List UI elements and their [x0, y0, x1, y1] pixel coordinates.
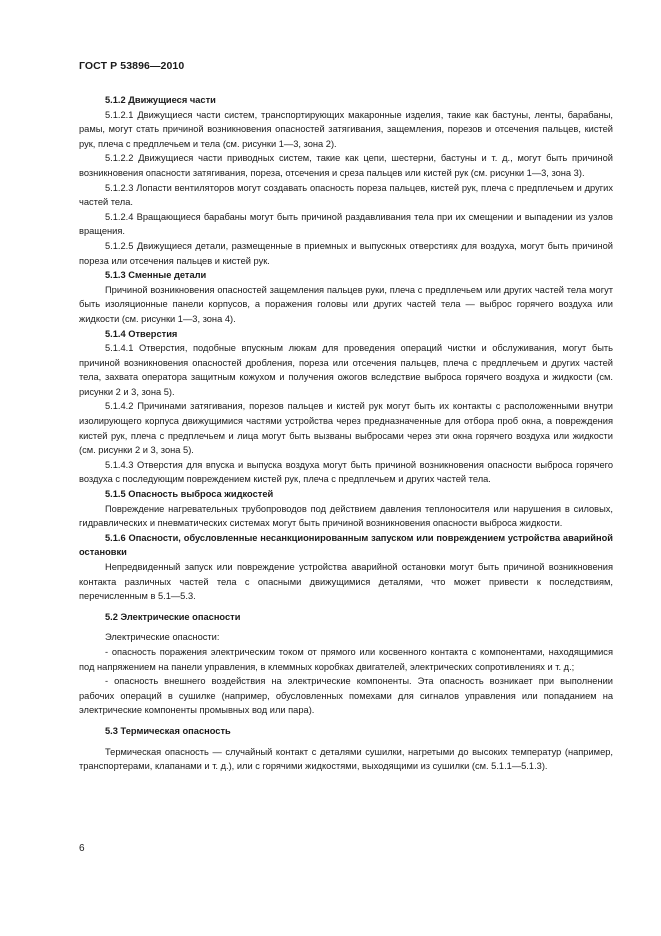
body-paragraph: 5.1.2.2 Движущиеся части приводных систем, такие как цепи, шестерни, бастуны и т. д., могут быть причиной возникновения опасности затягивания, пореза, отсечения и среза пальцев или кистей рук (см. рисунки 1—3, зона 3).	[79, 153, 613, 178]
section-heading: 5.1.4 Отверстия	[105, 328, 178, 339]
document-body	[79, 93, 613, 774]
body-paragraph: 5.1.2.1 Движущиеся части систем, транспортирующих макаронные изделия, такие как бастуны, ленты, барабаны, рамы, могут стать причиной возникновения опасностей затягивания, защемления, порезов и отсечения пальцев, кистей рук, плеча с предплечьем и тела (см. рисунки 1—3, зона 2).	[79, 109, 613, 149]
body-paragraph: - опасность внешнего воздействия на электрические компоненты. Эта опасность возникает при выполнении рабочих операций в сушилке (например, обусловленных помехами для сигналов управления или попаданием на электрические компоненты промывных вод или пара).	[79, 676, 613, 716]
body-paragraph: Повреждение нагревательных трубопроводов под действием давления теплоносителя или нарушения в силовых, гидравлических и пневматических системах могут быть причиной возникновения опасности выброса жидкости.	[79, 503, 613, 529]
body-paragraph: Причиной возникновения опасностей защемления пальцев руки, плеча с предплечьем или других частей тела могут быть изоляционные панели корпусов, а поражения головы или других частей тела — выброс горячего воздуха или жидкости (см. рисунки 1—3, зона 4).	[79, 284, 613, 324]
section-heading: 5.1.3 Сменные детали	[105, 270, 207, 281]
section-heading: 5.1.6 Опасности, обусловленные несанкционированным запуском или повреждением устройства аварийной остановки	[79, 532, 613, 558]
body-paragraph: 5.1.4.3 Отверстия для впуска и выпуска воздуха могут быть причиной возникновения опасности выброса горячего воздуха с последующим повреждением кистей рук, плеча с предплечьем и других частей тела.	[79, 459, 613, 485]
body-paragraph: Непредвиденный запуск или повреждение устройства аварийной остановки могут быть причиной возникновения контакта различных частей тела с опасными движущимися деталями, что может привести к последствиям, перечисленным в 5.1—5.3.	[79, 562, 613, 602]
section-heading: 5.2 Электрические опасности	[105, 611, 241, 622]
section-heading: 5.3 Термическая опасность	[105, 725, 231, 736]
body-paragraph: Электрические опасности:	[105, 632, 220, 643]
body-paragraph: Термическая опасность — случайный контакт с деталями сушилки, нагретыми до высоких температур (например, транспортерами, клапанами и т. д.), или с горячими жидкостями, выходящими из сушилки (см. 5.1.1—5.1.3).	[79, 746, 613, 772]
body-paragraph: 5.1.2.3 Лопасти вентиляторов могут создавать опасность пореза пальцев, кистей рук, плеча с предплечьем и других частей тела.	[79, 182, 613, 208]
document-header: ГОСТ Р 53896—2010	[79, 60, 185, 72]
body-paragraph: - опасность поражения электрическим током от прямого или косвенного контакта с компонентами, находящимися под напряжением на панели управления, в клеммных коробках двигателей, электрических сопротивлениях и т. д.;	[79, 646, 613, 672]
body-paragraph: 5.1.2.5 Движущиеся детали, размещенные в приемных и выпускных отверстиях для воздуха, могут быть причиной пореза или отсечения пальцев и кистей рук.	[79, 240, 613, 266]
section-heading: 5.1.2 Движущиеся части	[105, 95, 216, 105]
page-number: 6	[79, 843, 85, 854]
body-paragraph: 5.1.4.2 Причинами затягивания, порезов пальцев и кистей рук могут быть их контакты с расположенными внутри изолирующего корпуса движущимися частями устройства через предназначенные для отбора проб окна, а повреждения кистей рук, плеча с предплечьем и лица могут быть вызваны выбросами через эти окна горячего воздуха или жидкости (см. рисунки 2 и 3, зона 5).	[79, 401, 613, 456]
body-paragraph: 5.1.4.1 Отверстия, подобные впускным люкам для проведения операций чистки и обслуживания, могут быть причиной возникновения опасностей дробления, пореза или отсечения пальцев, плеча с предплечьем и других частей тела, захвата оператора защитным кожухом и получения ожогов вследствие выброса горячего воздуха и жидкости (см. рисунки 2 и 3, зона 5).	[79, 343, 613, 397]
body-paragraph: 5.1.2.4 Вращающиеся барабаны могут быть причиной раздавливания тела при их смещении и выпадении из узлов вращения.	[79, 211, 613, 237]
section-heading: 5.1.5 Опасность выброса жидкостей	[105, 489, 274, 500]
